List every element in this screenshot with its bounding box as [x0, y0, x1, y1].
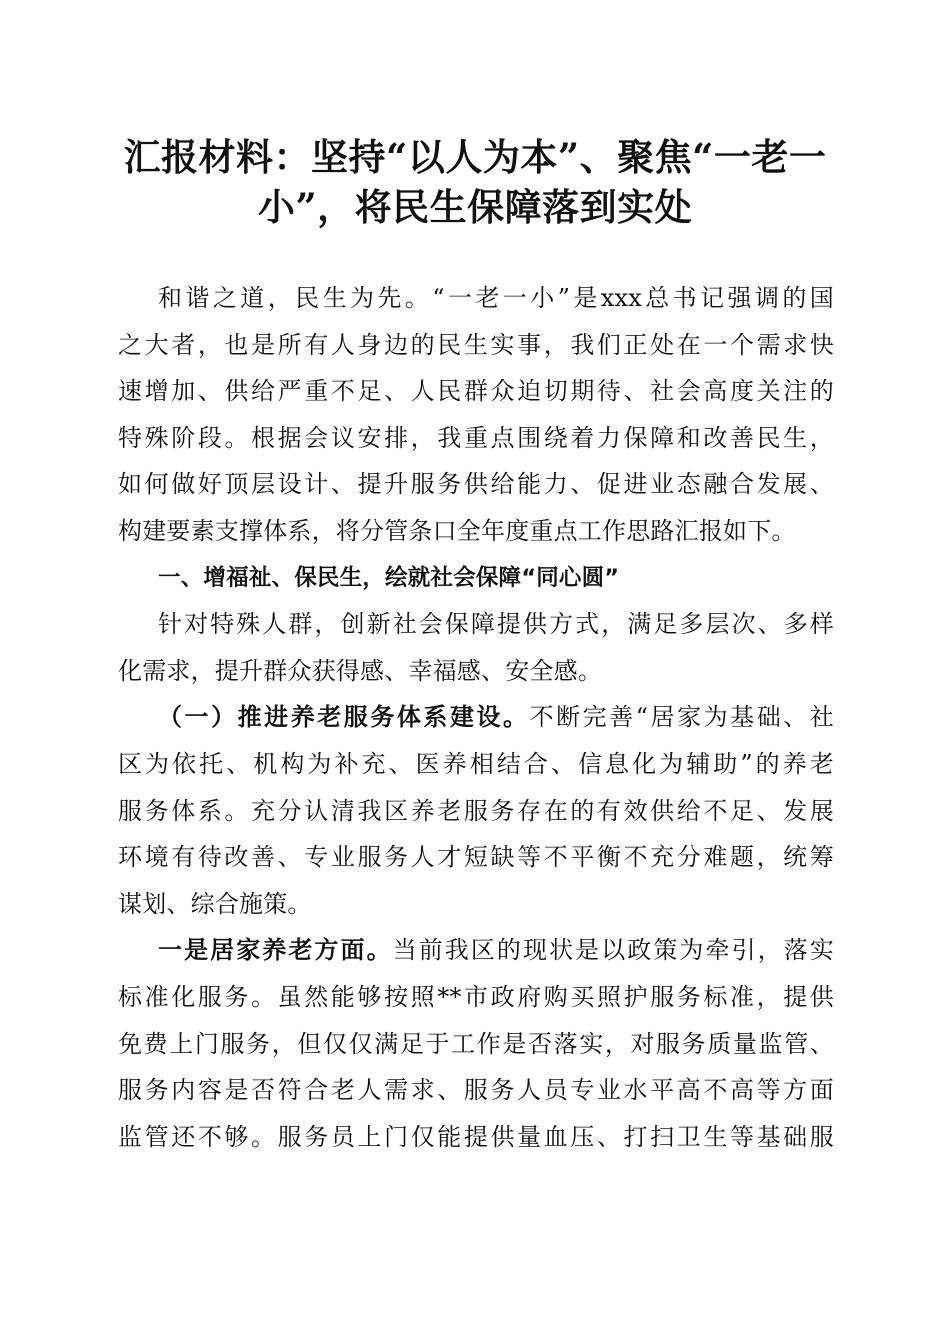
paragraph-4-line-1	[118, 927, 834, 974]
paragraph-4-line-2: 标准化服务。虽然能够按照**市政府购买照护服务标准，提供	[118, 982, 834, 1011]
paragraph-4-line-5: 监管还不够。服务员上门仅能提供量血压、打扫卫生等基础服	[118, 1122, 834, 1151]
paragraph-1-line-3: 速增加、供给严重不足、人民群众迫切期待、社会高度关注的	[118, 377, 834, 406]
paragraph-3-line-1	[118, 694, 834, 741]
paragraph-4-line-4: 服务内容是否符合老人需求、服务人员专业水平高不高等方面	[118, 1076, 834, 1105]
paragraph-4-line-1-text: 当前我区的现状是以政策为牵引，落实	[392, 936, 834, 965]
paragraph-1-line-1: 和谐之道，民生为先。“一老一小”是xxx总书记强调的国	[158, 284, 834, 312]
paragraph-3-line-1-text: 不断完善“居家为基础、社	[529, 703, 834, 732]
section-heading-1: 一、增福祉、保民生，绘就社会保障“同心圆”	[158, 564, 620, 591]
paragraph-1-line-4: 特殊阶段。根据会议安排，我重点围绕着力保障和改善民生，	[118, 423, 834, 452]
paragraph-2-line-1: 针对特殊人群，创新社会保障提供方式，满足多层次、多样	[158, 610, 834, 639]
paragraph-1-line-5: 如何做好顶层设计、提升服务供给能力、促进业态融合发展、	[118, 470, 834, 499]
document-title	[110, 132, 840, 232]
title-line-1: 汇报材料：坚持“以人为本”、聚焦“一老一	[123, 135, 827, 179]
title-line-2: 小”，将民生保障落到实处	[257, 185, 693, 229]
paragraph-2-line-2: 化需求，提升群众获得感、幸福感、安全感。	[118, 656, 602, 685]
document-body	[118, 275, 834, 1160]
paragraph-3-line-3: 服务体系。充分认清我区养老服务存在的有效供给不足、发展	[118, 796, 834, 825]
paragraph-3-line-4: 环境有待改善、专业服务人才短缺等不平衡不充分难题，统筹	[118, 843, 834, 872]
paragraph-4-line-3: 免费上门服务，但仅仅满足于工作是否落实，对服务质量监管、	[118, 1029, 834, 1058]
paragraph-3-line-5: 谋划、综合施策。	[118, 889, 312, 918]
subsection-heading-1: （一）推进养老服务体系建设。	[158, 702, 530, 732]
paragraph-3-line-2: 区为依托、机构为补充、医养相结合、信息化为辅助”的养老	[118, 749, 834, 778]
lead-phrase-1: 一是居家养老方面。	[158, 935, 393, 965]
paragraph-1-line-2: 之大者，也是所有人身边的民生实事，我们正处在一个需求快	[118, 330, 834, 359]
paragraph-1-line-6: 构建要素支撑体系，将分管条口全年度重点工作思路汇报如下。	[118, 516, 796, 545]
